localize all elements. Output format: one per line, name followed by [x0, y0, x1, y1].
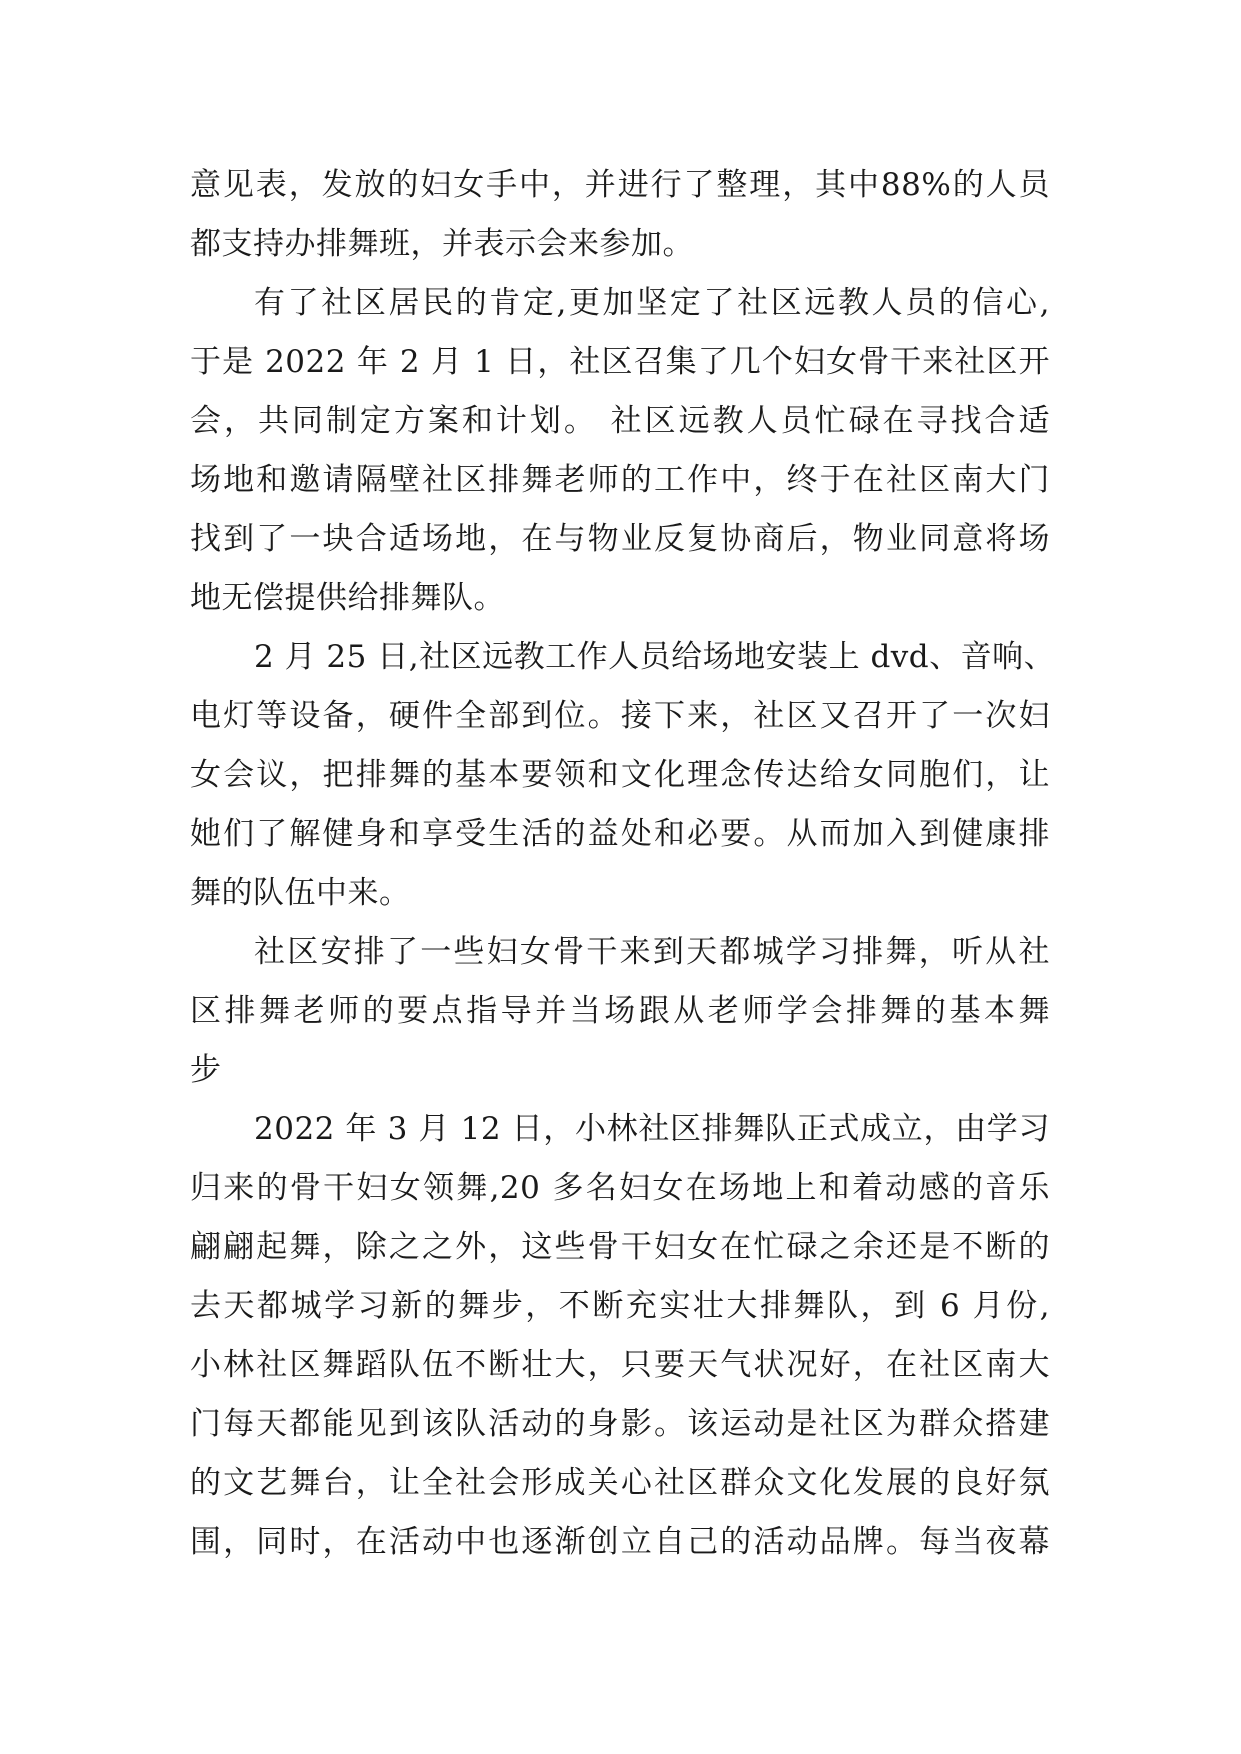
text-line: 翩翩起舞，除之之外，这些骨干妇女在忙碌之余还是不断的 — [190, 1229, 1050, 1265]
text-line: 女会议，把排舞的基本要领和文化理念传达给女同胞们，让 — [190, 757, 1050, 793]
text-line: 场地和邀请隔壁社区排舞老师的工作中，终于在社区南大门 — [190, 462, 1050, 498]
paragraph — [190, 156, 1050, 274]
text-line: 会，共同制定方案和计划。 社区远教人员忙碌在寻找合适 — [190, 403, 1050, 439]
text-line: 围，同时，在活动中也逐渐创立自己的活动品牌。每当夜幕 — [190, 1524, 1050, 1560]
text-line: 都支持办排舞班，并表示会来参加。 — [190, 226, 694, 262]
text-line: 意见表，发放的妇女手中，并进行了整理，其中88%的人员 — [190, 167, 1050, 203]
text-line: 步 — [190, 1052, 222, 1088]
text-line: 的文艺舞台，让全社会形成关心社区群众文化发展的良好氛 — [190, 1465, 1050, 1501]
text-line: 找到了一块合适场地，在与物业反复协商后，物业同意将场 — [190, 521, 1050, 557]
text-line: 地无偿提供给排舞队。 — [190, 580, 505, 616]
text-line: 2 月 25 日,社区远教工作人员给场地安装上 dvd、音响、 — [254, 639, 1056, 675]
text-line: 电灯等设备，硬件全部到位。接下来，社区又召开了一次妇 — [190, 698, 1050, 734]
text-line: 小林社区舞蹈队伍不断壮大，只要天气状况好，在社区南大 — [190, 1347, 1050, 1383]
paragraph — [190, 628, 1056, 923]
text-line: 社区安排了一些妇女骨干来到天都城学习排舞，听从社 — [254, 934, 1050, 970]
text-line: 去天都城学习新的舞步，不断充实壮大排舞队，到 6 月份, — [190, 1288, 1050, 1324]
text-line: 区排舞老师的要点指导并当场跟从老师学会排舞的基本舞 — [190, 993, 1050, 1029]
text-line: 舞的队伍中来。 — [190, 875, 411, 911]
text-line: 归来的骨干妇女领舞,20 多名妇女在场地上和着动感的音乐 — [190, 1170, 1050, 1206]
text-line: 有了社区居民的肯定,更加坚定了社区远教人员的信心, — [254, 285, 1050, 321]
text-line: 2022 年 3 月 12 日，小林社区排舞队正式成立，由学习 — [254, 1111, 1050, 1147]
text-line: 门每天都能见到该队活动的身影。该运动是社区为群众搭建 — [190, 1406, 1050, 1442]
text-line: 于是 2022 年 2 月 1 日，社区召集了几个妇女骨干来社区开 — [190, 344, 1050, 380]
paragraph — [190, 923, 1050, 1100]
document-body — [190, 156, 1056, 1572]
paragraph — [190, 1100, 1050, 1572]
paragraph — [190, 274, 1050, 628]
text-line: 她们了解健身和享受生活的益处和必要。从而加入到健康排 — [190, 816, 1050, 852]
